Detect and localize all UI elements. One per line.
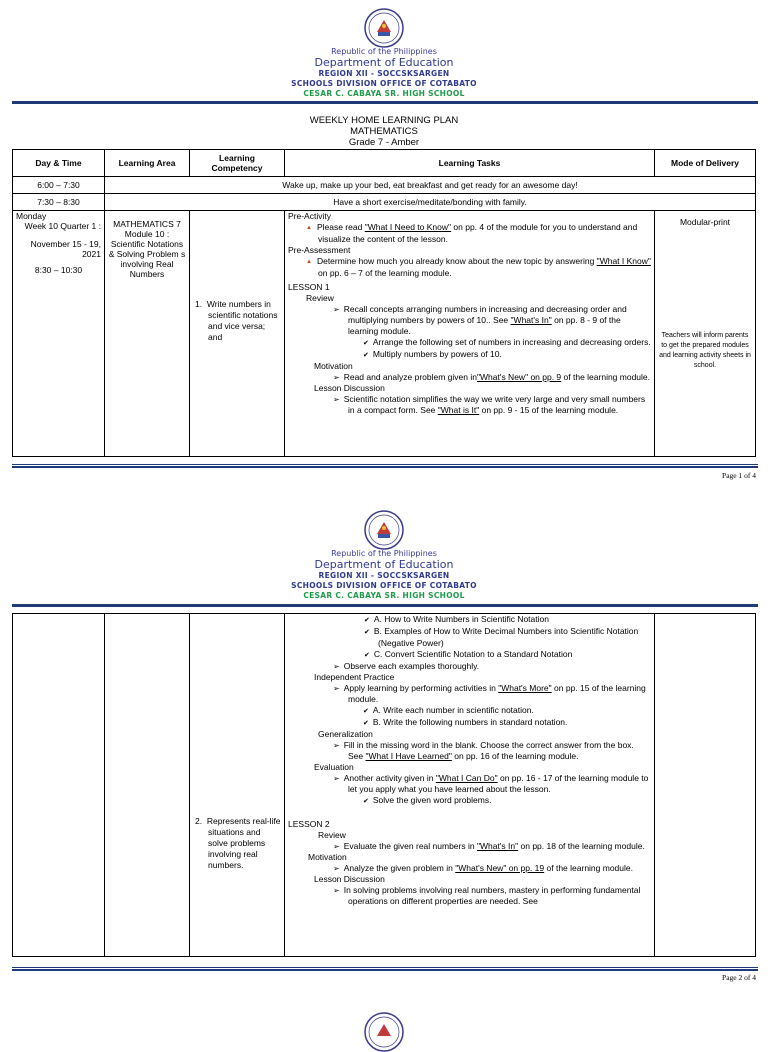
check-bullet-icon bbox=[363, 337, 373, 347]
competency-num: 1. bbox=[195, 299, 203, 309]
department-label: Department of Education bbox=[314, 56, 454, 69]
learning-area-cell bbox=[105, 614, 190, 957]
competency-text: Represents real-life situations and solve problems involving real numbers. bbox=[206, 816, 281, 870]
republic-label: Republic of the Philippines bbox=[331, 549, 437, 558]
row1-time: 6:00 – 7:30 bbox=[13, 177, 105, 194]
day-time-cell bbox=[13, 211, 105, 457]
triangle-bullet-icon bbox=[306, 256, 317, 266]
independent-practice-item bbox=[288, 683, 651, 705]
check-bullet-icon bbox=[364, 614, 374, 624]
review-heading: Review bbox=[318, 830, 346, 840]
letterhead bbox=[0, 47, 768, 99]
review-check-2 bbox=[288, 349, 651, 361]
footer-rule-thick bbox=[12, 969, 758, 971]
delivery-cell bbox=[655, 614, 756, 957]
module-reference: "What is It" bbox=[437, 405, 480, 415]
review-heading: Review bbox=[306, 293, 334, 303]
arrow-bullet-icon bbox=[333, 683, 344, 693]
module-reference: "What I Can Do" bbox=[435, 773, 498, 783]
page-1 bbox=[0, 0, 768, 486]
region-label: REGION XII - SOCCSKSARGEN bbox=[318, 69, 450, 78]
text: Multiply numbers by powers of 10. bbox=[372, 349, 502, 359]
time-label: 8:30 – 10:30 bbox=[34, 265, 83, 275]
text: on pp. 16 - 17 of the learning module to let you apply what you have learned about the lesson. bbox=[348, 773, 649, 794]
arrow-bullet-icon bbox=[333, 661, 344, 671]
row2-text: Have a short exercise/meditate/bonding with family. bbox=[105, 194, 756, 211]
text: Fill in the missing word in the blank. Choose the correct answer from the box. See bbox=[343, 740, 634, 761]
table-row bbox=[13, 211, 756, 457]
header-tasks: Learning Tasks bbox=[285, 150, 655, 177]
delivery-note: Teachers will inform parents to get the prepared modules and learning activity sheets in school. bbox=[659, 332, 751, 369]
text: Determine how much you already know about the new topic by answering bbox=[316, 256, 597, 266]
module-reference: "What I Have Learned" bbox=[365, 751, 452, 761]
motivation-item bbox=[288, 372, 651, 383]
text: on pp. 18 of the learning module. bbox=[518, 841, 645, 851]
header-rule bbox=[12, 101, 758, 104]
plan-title-line2: MATHEMATICS bbox=[350, 126, 418, 137]
learning-tasks-cell bbox=[285, 614, 655, 957]
module-reference: "What's New" on pp. 9 bbox=[476, 372, 562, 382]
review-item bbox=[288, 841, 651, 852]
check-bullet-icon bbox=[363, 795, 373, 805]
text: Apply learning by performing activities in bbox=[343, 683, 499, 693]
page-gap bbox=[0, 486, 768, 506]
header-competency: Learning Competency bbox=[190, 150, 285, 177]
table-header-row bbox=[13, 150, 756, 177]
table-row bbox=[13, 194, 756, 211]
check-bullet-icon bbox=[363, 717, 373, 727]
page-2 bbox=[0, 506, 768, 992]
text: A. How to Write Numbers in Scientific Notation bbox=[373, 614, 549, 624]
check-bullet-icon bbox=[364, 649, 374, 659]
learning-area-cell: MATHEMATICS 7 Module 10 : Scientific Notations & Solving Problem s involving Real Numbers bbox=[105, 211, 190, 457]
review-item bbox=[288, 304, 651, 337]
check-bullet-icon bbox=[364, 626, 374, 636]
motivation-heading: Motivation bbox=[308, 852, 347, 862]
module-reference: "What's New" on pp. 19 bbox=[455, 863, 545, 873]
module-reference: "What I Need to Know" bbox=[364, 222, 452, 232]
text: on pp. 6 – 7 of the learning module. bbox=[318, 268, 452, 278]
discussion-check-c bbox=[288, 649, 651, 661]
table-row bbox=[13, 614, 756, 957]
ip-check-b bbox=[288, 717, 651, 729]
header-learning-area: Learning Area bbox=[105, 150, 190, 177]
text: A. Write each number in scientific notation. bbox=[372, 705, 534, 715]
lesson2-heading: LESSON 2 bbox=[288, 819, 330, 829]
text: B. Examples of How to Write Decimal Numbers into Scientific Notation (Negative Power) bbox=[373, 626, 639, 648]
review-check-1 bbox=[288, 337, 651, 349]
division-label: SCHOOLS DIVISION OFFICE OF COTABATO bbox=[291, 581, 477, 590]
text: on pp. 16 of the learning module. bbox=[451, 751, 579, 761]
header-rule bbox=[12, 604, 758, 607]
plan-title-line1: WEEKLY HOME LEARNING PLAN bbox=[309, 115, 459, 126]
text: of the learning module. bbox=[544, 863, 633, 873]
footer-rule bbox=[12, 464, 758, 465]
division-label: SCHOOLS DIVISION OFFICE OF COTABATO bbox=[291, 79, 477, 88]
ip-check-a bbox=[288, 705, 651, 717]
generalization-item bbox=[288, 740, 651, 762]
lesson-discussion-heading: Lesson Discussion bbox=[314, 383, 385, 393]
lesson-discussion-item bbox=[288, 394, 651, 416]
row2-time: 7:30 – 8:30 bbox=[13, 194, 105, 211]
text: Solve the given word problems. bbox=[372, 795, 492, 805]
module-reference: "What's In" bbox=[476, 841, 519, 851]
page-number: Page 2 of 4 bbox=[722, 973, 756, 982]
check-bullet-icon bbox=[363, 705, 373, 715]
competency-1 bbox=[193, 299, 281, 343]
arrow-bullet-icon bbox=[333, 740, 344, 750]
competency-text: Write numbers in scientific notations and vice versa; and bbox=[206, 299, 278, 342]
text: on pp. 15 of the learning module. bbox=[348, 683, 646, 704]
text: Evaluate the given real numbers in bbox=[343, 841, 477, 851]
text: on pp. 8 - 9 of the learning module. bbox=[348, 315, 621, 336]
arrow-bullet-icon bbox=[333, 841, 344, 851]
day-label: Monday bbox=[16, 211, 47, 221]
lesson-discussion-heading: Lesson Discussion bbox=[314, 874, 385, 884]
module-reference: "What's More" bbox=[498, 683, 552, 693]
text: B. Write the following numbers in standard notation. bbox=[372, 717, 568, 727]
lesson1-heading: LESSON 1 bbox=[288, 282, 330, 292]
learning-plan-table bbox=[12, 149, 756, 457]
evaluation-heading: Evaluation bbox=[314, 762, 354, 772]
footer-rule bbox=[12, 967, 758, 968]
discussion-check-a bbox=[288, 614, 651, 626]
module-reference: "What's In" bbox=[510, 315, 552, 325]
footer-rule-thick bbox=[12, 466, 758, 468]
text: Read and analyze problem given in bbox=[343, 372, 477, 382]
week-label: Week 10 Quarter 1 : bbox=[24, 221, 101, 231]
deped-seal-icon bbox=[364, 1012, 404, 1052]
text: Please read bbox=[316, 222, 365, 232]
deped-seal-icon bbox=[364, 510, 404, 550]
pre-activity-heading: Pre-Activity bbox=[288, 211, 331, 221]
republic-label: Republic of the Philippines bbox=[331, 47, 437, 56]
pre-assessment-heading: Pre-Assessment bbox=[288, 245, 351, 255]
check-bullet-icon bbox=[363, 349, 373, 359]
text: on pp. 4 of the module for you to understand and visualize the content of the lesson. bbox=[318, 222, 638, 244]
delivery-mode: Modular-print bbox=[679, 217, 731, 227]
motivation-item bbox=[288, 863, 651, 874]
competency-num: 2. bbox=[195, 816, 203, 826]
text: Recall concepts arranging numbers in increasing and decreasing order and multiplying numbers by powers of 10.. See bbox=[343, 304, 627, 325]
row1-text: Wake up, make up your bed, eat breakfast and get ready for an awesome day! bbox=[105, 177, 756, 194]
text: C. Convert Scientific Notation to a Standard Notation bbox=[373, 649, 573, 659]
table-row bbox=[13, 177, 756, 194]
evaluation-item bbox=[288, 773, 651, 795]
competency-cell bbox=[190, 614, 285, 957]
text: Scientific notation simplifies the way we write very large and very small numbers in a compact form. See bbox=[343, 394, 646, 415]
school-label: CESAR C. CABAYA SR. HIGH SCHOOL bbox=[303, 89, 465, 98]
header-day-time: Day & Time bbox=[13, 150, 105, 177]
motivation-heading: Motivation bbox=[314, 361, 353, 371]
plan-title-line3: Grade 7 - Amber bbox=[348, 137, 420, 148]
delivery-cell bbox=[655, 211, 756, 457]
text: Another activity given in bbox=[343, 773, 436, 783]
module-reference: "What I Know" bbox=[596, 256, 651, 266]
deped-seal-icon bbox=[364, 8, 404, 48]
competency-2 bbox=[193, 816, 281, 871]
department-label: Department of Education bbox=[314, 558, 454, 571]
learning-tasks-cell bbox=[285, 211, 655, 457]
evaluation-check bbox=[288, 795, 651, 807]
text: Arrange the following set of numbers in increasing and decreasing orders. bbox=[372, 337, 651, 347]
day-time-cell bbox=[13, 614, 105, 957]
arrow-bullet-icon bbox=[333, 394, 344, 404]
arrow-bullet-icon bbox=[333, 863, 344, 873]
text: In solving problems involving real numbers, mastery in performing fundamental operations on different properties are needed. See bbox=[343, 885, 641, 906]
arrow-bullet-icon bbox=[333, 885, 344, 895]
independent-practice-heading: Independent Practice bbox=[314, 672, 395, 682]
arrow-bullet-icon bbox=[333, 773, 344, 783]
learning-plan-table-continued bbox=[12, 613, 756, 957]
letterhead bbox=[0, 549, 768, 601]
text: Observe each examples thoroughly. bbox=[343, 661, 480, 671]
generalization-heading: Generalization bbox=[318, 729, 373, 739]
text: Analyze the given problem in bbox=[343, 863, 456, 873]
lesson-discussion-item bbox=[288, 885, 651, 907]
triangle-bullet-icon bbox=[306, 222, 317, 232]
school-label: CESAR C. CABAYA SR. HIGH SCHOOL bbox=[303, 591, 465, 600]
pre-activity-item bbox=[288, 222, 651, 245]
region-label: REGION XII - SOCCSKSARGEN bbox=[318, 571, 450, 580]
observe-item bbox=[288, 661, 651, 672]
competency-cell bbox=[190, 211, 285, 457]
text: of the learning module. bbox=[561, 372, 651, 382]
plan-title bbox=[0, 115, 768, 148]
discussion-check-b bbox=[288, 626, 651, 649]
pre-assessment-item bbox=[288, 256, 651, 279]
arrow-bullet-icon bbox=[333, 304, 344, 314]
arrow-bullet-icon bbox=[333, 372, 344, 382]
header-delivery: Mode of Delivery bbox=[655, 150, 756, 177]
dates-label: November 15 - 19, 2021 bbox=[30, 239, 101, 259]
page-number: Page 1 of 4 bbox=[722, 471, 756, 480]
text: on pp. 9 - 15 of the learning module. bbox=[479, 405, 619, 415]
